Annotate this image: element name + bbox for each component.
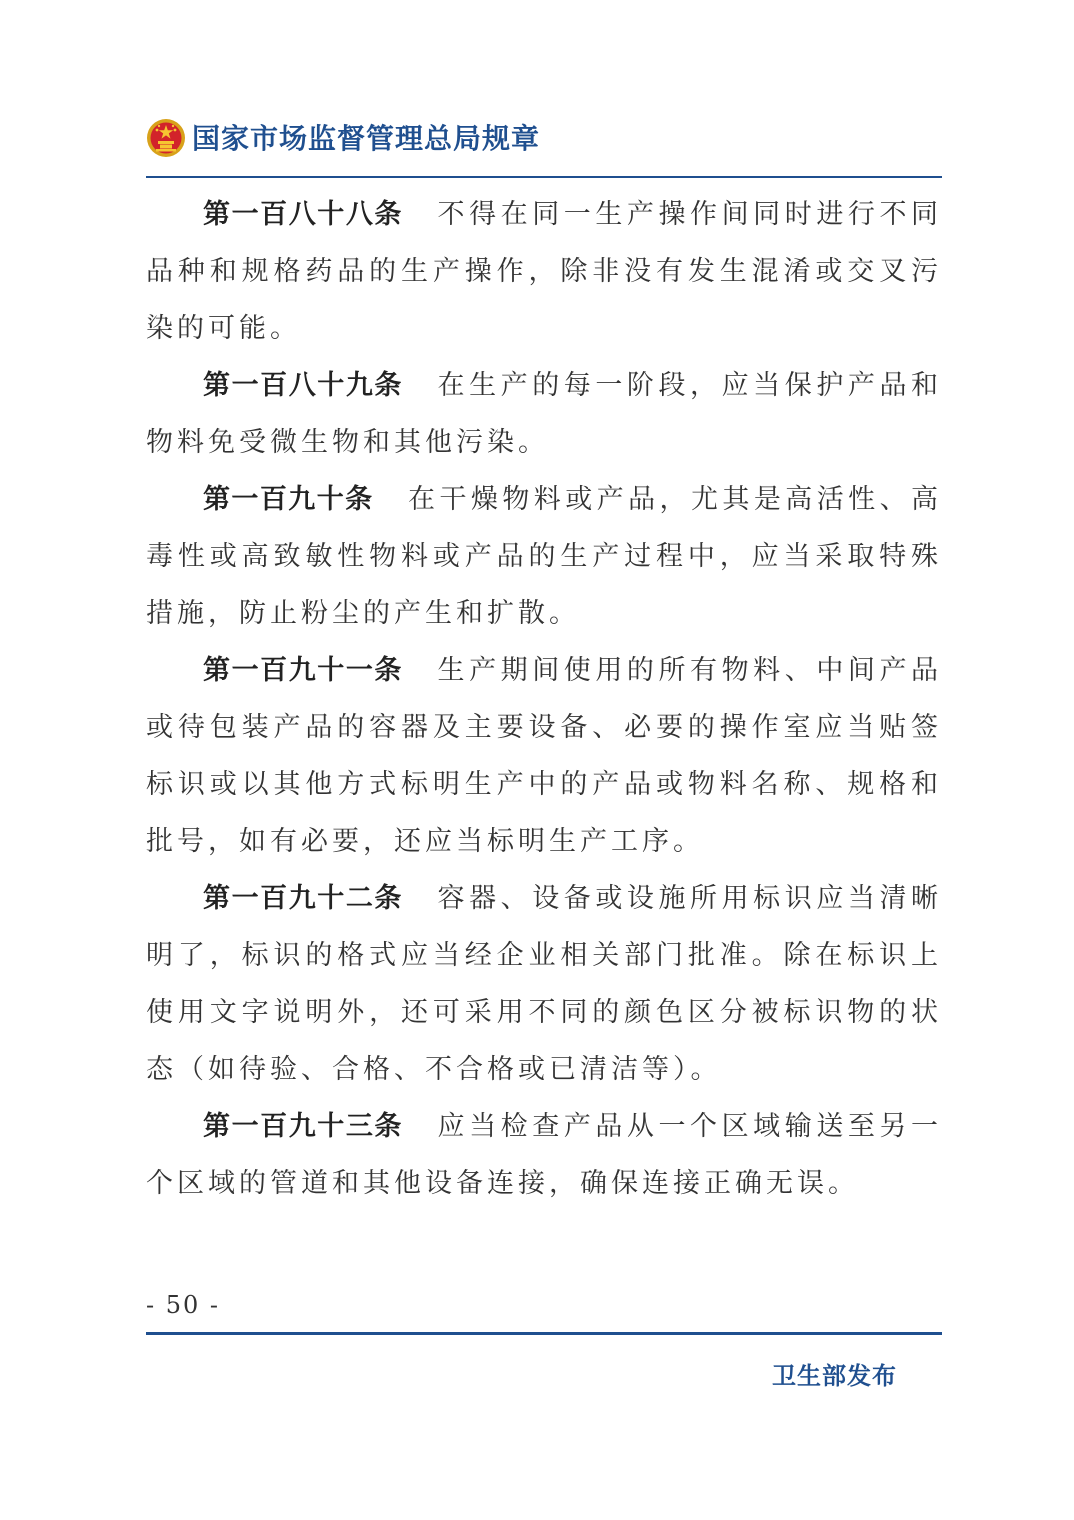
article-number: 第一百九十二条 xyxy=(203,883,403,914)
article-text: 应当检查产品从一个区域输送至另一个区域的管道和其他设备连接，确保连接正确无误。 xyxy=(146,1111,943,1199)
article-number: 第一百九十三条 xyxy=(203,1111,403,1142)
article-number: 第一百九十一条 xyxy=(203,655,403,686)
publisher-label: 卫生部发布 xyxy=(772,1362,897,1390)
document-body xyxy=(146,186,942,1212)
article-193 xyxy=(146,1098,942,1212)
article-text: 容器、设备或设施所用标识应当清晰明了，标识的格式应当经企业相关部门批准。除在标识上使用文字说明外，还可采用不同的颜色区分被标识物的状态（如待验、合格、不合格或已清洁等）。 xyxy=(146,883,943,1085)
article-number: 第一百九十条 xyxy=(203,484,374,515)
article-text: 生产期间使用的所有物料、中间产品或待包装产品的容器及主要设备、必要的操作室应当贴签标识或以其他方式标明生产中的产品或物料名称、规格和批号，如有必要，还应当标明生产工序。 xyxy=(146,655,943,857)
article-text: 不得在同一生产操作间同时进行不同品种和规格药品的生产操作，除非没有发生混淆或交叉污染的可能。 xyxy=(146,199,943,344)
article-number: 第一百八十九条 xyxy=(203,370,403,401)
article-190 xyxy=(146,471,942,642)
article-number: 第一百八十八条 xyxy=(203,199,403,230)
header-title: 国家市场监督管理总局规章 xyxy=(192,122,541,155)
article-text: 在生产的每一阶段，应当保护产品和物料免受微生物和其他污染。 xyxy=(146,370,943,458)
page-number: - 50 - xyxy=(146,1291,221,1319)
article-191 xyxy=(146,642,942,870)
article-188 xyxy=(146,186,942,357)
header-divider xyxy=(146,176,942,178)
article-192 xyxy=(146,870,942,1098)
footer-divider xyxy=(146,1332,942,1335)
article-189 xyxy=(146,357,942,471)
article-text: 在干燥物料或产品，尤其是高活性、高毒性或高致敏性物料或产品的生产过程中，应当采取特殊措施，防止粉尘的产生和扩散。 xyxy=(146,484,942,629)
national-emblem-icon xyxy=(146,118,186,158)
page-header xyxy=(146,116,942,164)
